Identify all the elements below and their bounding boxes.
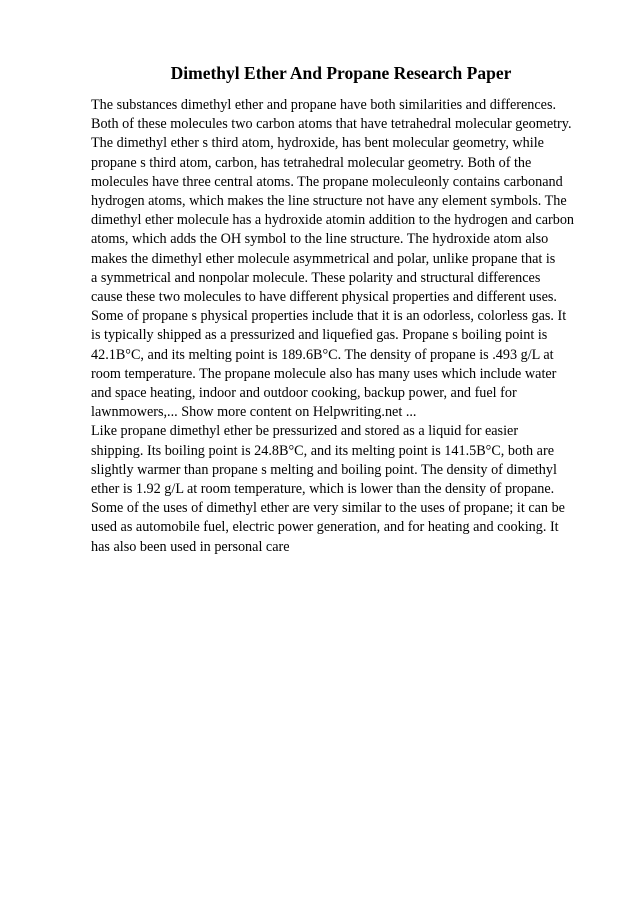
body-line: is typically shipped as a pressurized and liquefied gas. Propane s boiling point is [91, 327, 548, 344]
body-line: lawnmowers,... Show more content on Helpwriting.net ... [91, 404, 417, 421]
body-line: 42.1B°C, and its melting point is 189.6B°C. The density of propane is .493 g/L at [91, 346, 554, 363]
body-line: shipping. Its boiling point is 24.8B°C, and its melting point is 141.5B°C, both are [91, 442, 554, 459]
body-line: Both of these molecules two carbon atoms that have tetrahedral molecular geometry. [91, 116, 572, 133]
body-line: Some of propane s physical properties include that it is an odorless, colorless gas. It [91, 308, 567, 325]
body-line: slightly warmer than propane s melting and boiling point. The density of dimethyl [91, 461, 557, 478]
body-line: room temperature. The propane molecule also has many uses which include water [91, 365, 557, 382]
body-line: dimethyl ether molecule has a hydroxide atomin addition to the hydrogen and carbon [91, 212, 575, 229]
body-line: hydrogen atoms, which makes the line structure not have any element symbols. The [91, 193, 567, 210]
body-line: atoms, which adds the OH symbol to the line structure. The hydroxide atom also [91, 231, 549, 248]
body-line: and space heating, indoor and outdoor cooking, backup power, and fuel for [91, 385, 517, 402]
body-line: a symmetrical and nonpolar molecule. These polarity and structural differences [91, 269, 541, 286]
body-line: propane s third atom, carbon, has tetrahedral molecular geometry. Both of the [91, 154, 532, 171]
body-line: The dimethyl ether s third atom, hydroxide, has bent molecular geometry, while [91, 135, 544, 152]
body-line: has also been used in personal care [91, 538, 290, 555]
document-title: Dimethyl Ether And Propane Research Paper [170, 63, 512, 83]
body-line: used as automobile fuel, electric power generation, and for heating and cooking. It [91, 519, 559, 536]
document-body [91, 96, 611, 557]
body-line: The substances dimethyl ether and propane have both similarities and differences. [91, 97, 557, 113]
body-line: Some of the uses of dimethyl ether are very similar to the uses of propane; it can be [91, 500, 565, 517]
body-line: ether is 1.92 g/L at room temperature, which is lower than the density of propane. [91, 481, 555, 498]
body-line: makes the dimethyl ether molecule asymmetrical and polar, unlike propane that is [91, 250, 556, 267]
body-line: cause these two molecules to have different physical properties and different uses. [91, 289, 557, 306]
body-line: molecules have three central atoms. The propane moleculeonly contains carbonand [91, 173, 563, 190]
body-line: Like propane dimethyl ether be pressurized and stored as a liquid for easier [91, 423, 519, 440]
